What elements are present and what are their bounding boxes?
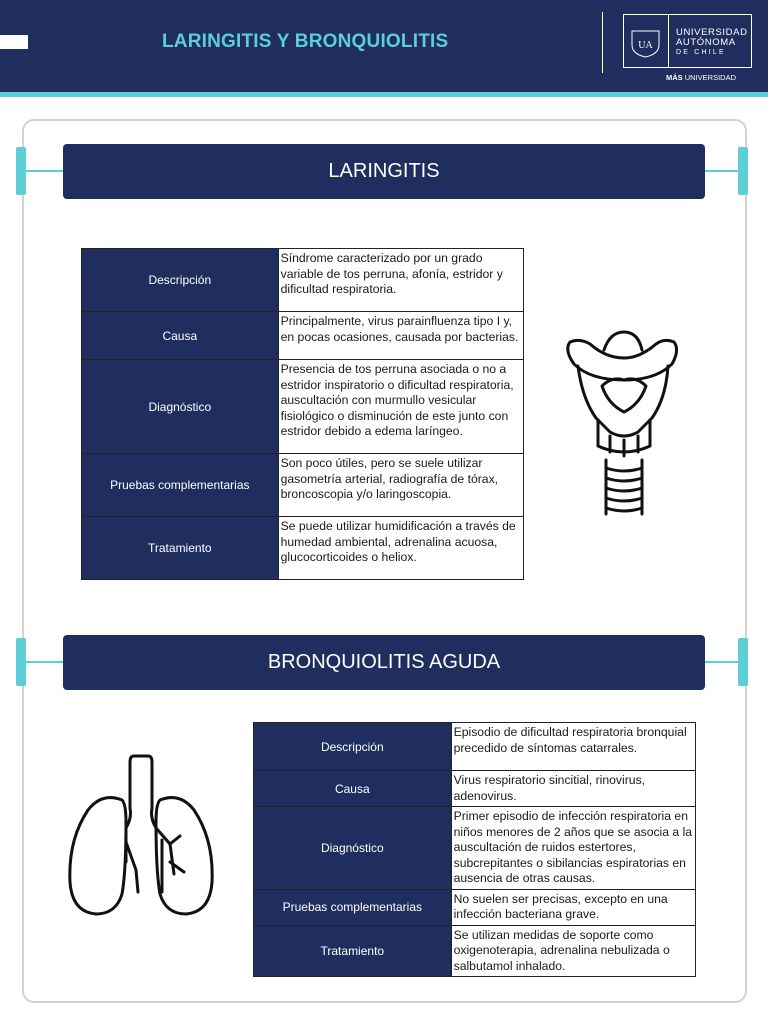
row-label: Diagnóstico [254, 807, 452, 890]
logo-text [676, 28, 748, 58]
row-value: No suelen ser precisas, excepto en una infección bacteriana grave. [451, 889, 695, 925]
table-row [254, 771, 696, 807]
table-row [82, 454, 524, 517]
table-row [82, 312, 524, 360]
row-value: Principalmente, virus parainfluenza tipo I y, en pocas ocasiones, causada por bacterias. [278, 312, 523, 360]
section-1-title: LARINGITIS [63, 144, 705, 199]
row-label: Causa [82, 312, 279, 360]
row-value: Presencia de tos perruna asociada o no a estridor inspiratorio o dificultad respiratoria, auscultación con murmullo vesicular fisiológico o disminución de este junto con estridor debido a edema laríngeo. [278, 360, 523, 454]
header-divider [602, 12, 603, 73]
section-2-left-tab [16, 638, 26, 686]
university-logo [623, 14, 752, 68]
section-1-right-tab [738, 147, 748, 195]
logo-line-3: DE CHILE [676, 49, 726, 56]
row-value: Se puede utilizar humidificación a través de humedad ambiental, adrenalina acuosa, glucocorticoides o heliox. [278, 517, 523, 580]
logo-tagline-bold: MÁS [666, 73, 683, 82]
row-value: Síndrome caracterizado por un grado variable de tos perruna, afonía, estridor y dificultad respiratoria. [278, 249, 523, 312]
row-value: Se utilizan medidas de soporte como oxigenoterapia, adrenalina nebulizada o salbutamol inhalado. [451, 925, 695, 977]
larynx-trachea-icon [560, 328, 686, 518]
row-label: Pruebas complementarias [254, 889, 452, 925]
table-row [254, 723, 696, 771]
logo-tagline [666, 73, 736, 82]
table-row [254, 889, 696, 925]
section-2-right-tab [738, 638, 748, 686]
page-title: LARINGITIS Y BRONQUIOLITIS [162, 31, 449, 52]
row-value: Son poco útiles, pero se suele utilizar gasometría arterial, radiografía de tórax, broncoscopia y/o laringoscopia. [278, 454, 523, 517]
logo-line-2: AUTÓNOMA [676, 37, 736, 48]
row-value: Virus respiratorio sincitial, rinovirus, adenovirus. [451, 771, 695, 807]
section-2-left-line [26, 661, 64, 663]
section-1-left-tab [16, 147, 26, 195]
logo-tagline-rest: UNIVERSIDAD [682, 73, 737, 82]
row-label: Descripción [82, 249, 279, 312]
table-row [82, 249, 524, 312]
header-accent-stripe [0, 92, 768, 97]
row-label: Tratamiento [82, 517, 279, 580]
logo-line-1: UNIVERSIDAD [676, 27, 748, 38]
row-value: Primer episodio de infección respiratoria en niños menores de 2 años que se asocia a la auscultación de ruidos estertores, subcrepitantes o sibilancias espiratorias en ausencia de otras causas. [451, 807, 695, 890]
table-row [82, 360, 524, 454]
page-header [0, 0, 768, 92]
bronquiolitis-table [253, 722, 696, 977]
row-label: Pruebas complementarias [82, 454, 279, 517]
section-2-title: BRONQUIOLITIS AGUDA [63, 635, 705, 690]
row-label: Tratamiento [254, 925, 452, 977]
table-row [254, 807, 696, 890]
row-label: Diagnóstico [82, 360, 279, 454]
section-1-left-line [26, 170, 64, 172]
lungs-icon [62, 752, 222, 922]
table-row [254, 925, 696, 977]
logo-separator [668, 15, 669, 67]
row-value: Episodio de dificultad respiratoria bronquial precedido de síntomas catarrales. [451, 723, 695, 771]
table-row [82, 517, 524, 580]
header-tab-marker [0, 35, 28, 49]
section-2-right-line [704, 661, 738, 663]
section-1-right-line [704, 170, 738, 172]
logo-mark-text: UA [638, 40, 653, 51]
row-label: Causa [254, 771, 452, 807]
row-label: Descripción [254, 723, 452, 771]
ua-seal-icon [630, 27, 661, 58]
laringitis-table [81, 248, 524, 580]
